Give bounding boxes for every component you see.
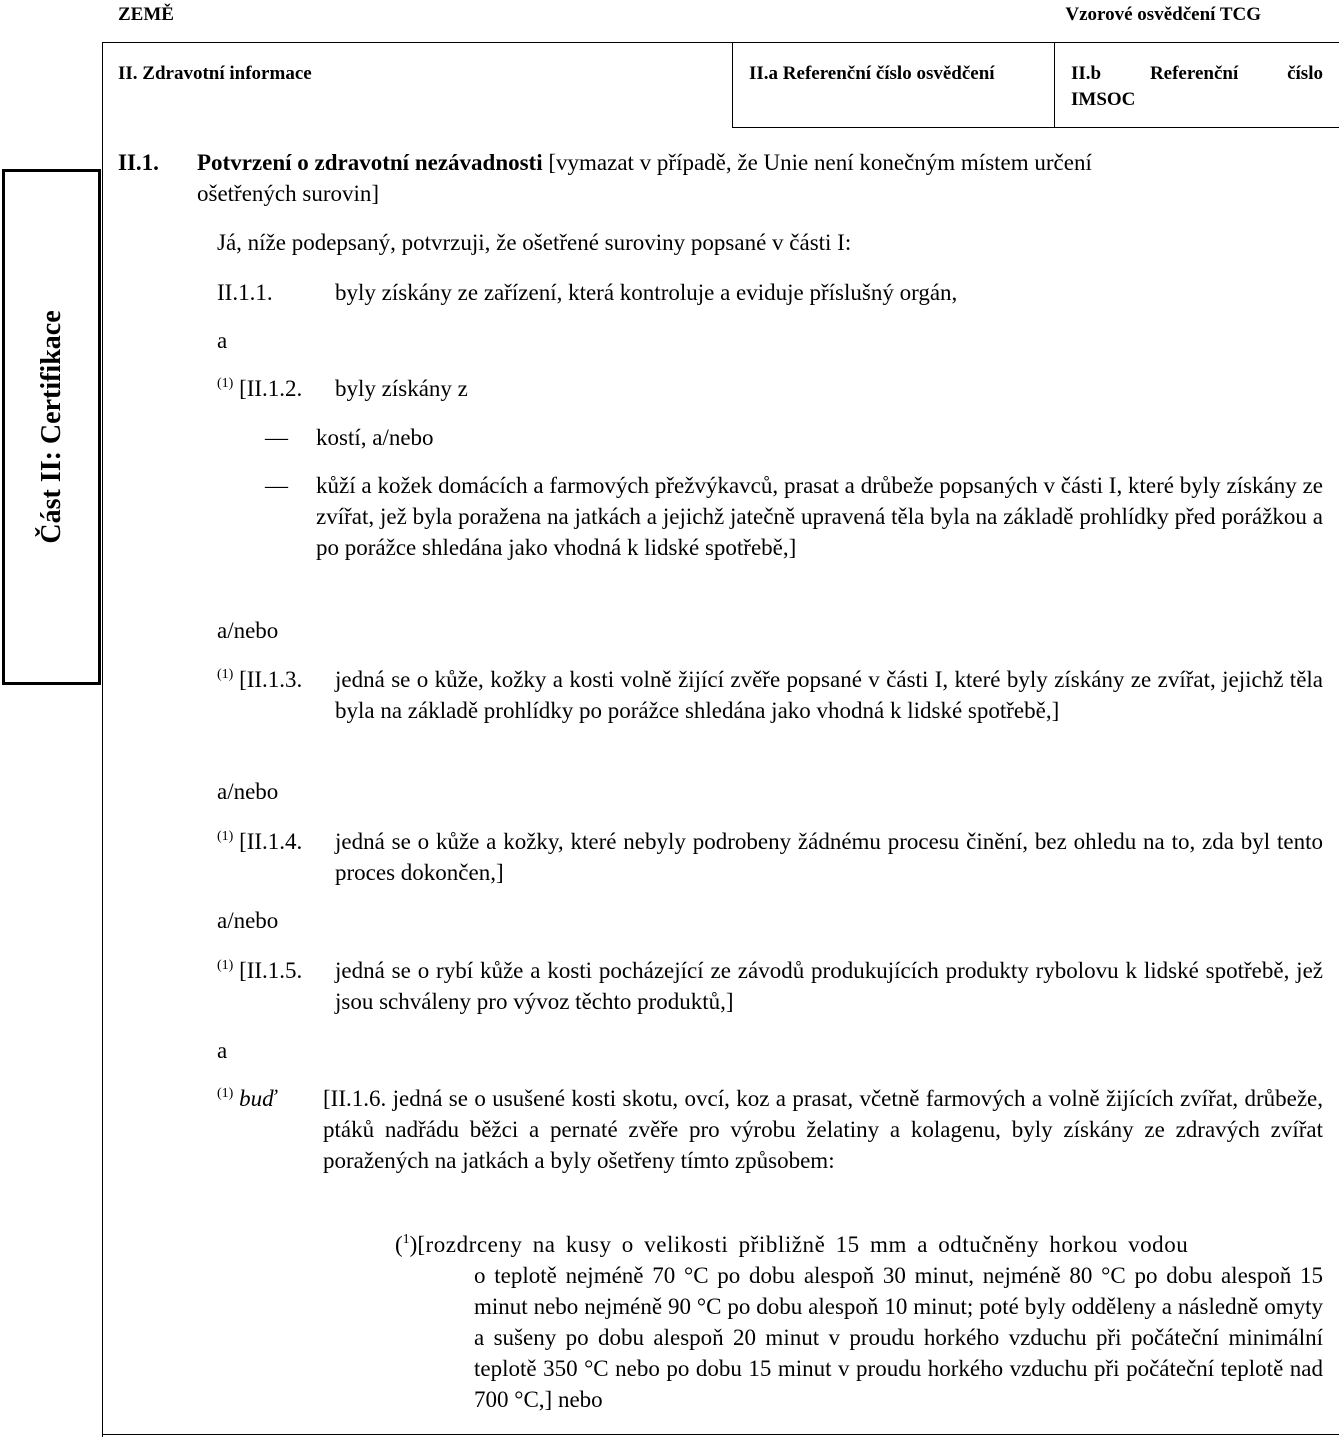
footnote-mark: (1) bbox=[217, 829, 234, 844]
item-2-number: [II.1.2. bbox=[239, 376, 303, 401]
certification-side-box bbox=[2, 169, 101, 685]
footnote-mark: (1) bbox=[217, 376, 234, 391]
item-6-label bbox=[217, 1083, 276, 1114]
section-title-note: [vymazat v případě, že Unie není konečným místem určení bbox=[542, 150, 1092, 175]
footnote-mark: (1) bbox=[217, 958, 234, 973]
imsoc-word-1: II.b bbox=[1071, 63, 1102, 84]
conjunction-anebo-1: a/nebo bbox=[217, 618, 279, 643]
header-top-border bbox=[102, 42, 1339, 43]
item-5-number: [II.1.5. bbox=[239, 958, 303, 983]
item-3-text: jedná se o kůže, kožky a kosti volně žijící zvěře popsané v části I, které byly získány ze zvířat, jejichž těla byla na základě prohlídky po porážce shledána jako vhodná k lidské spotřebě,] bbox=[335, 667, 1323, 723]
item-4-label bbox=[217, 826, 302, 857]
header-bottom-border bbox=[732, 127, 1339, 128]
imsoc-word-3: číslo bbox=[1287, 63, 1323, 84]
footnote-mark: (1) bbox=[217, 1086, 234, 1101]
item-1-number: II.1.1. bbox=[217, 280, 273, 305]
conjunction-anebo-3: a/nebo bbox=[217, 908, 279, 933]
item-5-label bbox=[217, 955, 302, 986]
intro-statement: Já, níže podepsaný, potvrzuji, že ošetřené suroviny popsané v části I: bbox=[217, 230, 852, 255]
item-6-sub-mark-num: 1 bbox=[402, 1232, 410, 1247]
item-6-sub-text: o teplotě nejméně 70 °C po dobu alespoň 30 minut, nejméně 80 °C po dobu alespoň 15 minut nebo nejméně 90 °C po dobu alespoň 10 minut; poté byly odděleny a následně omyty a sušeny po dobu alespoň 20 minut v proudu horkého vzduchu při počáteční minimální teplotě 350 °C nebo po dobu 15 minut v proudu horkého vzduchu při počáteční teplotě nad 700 °C,] nebo bbox=[474, 1263, 1323, 1412]
item-5-text: jedná se o rybí kůže a kosti pocházející ze závodů produkujících produkty rybolovu k lidské spotřebě, jež jsou schváleny pro vývoz těchto produktů,] bbox=[335, 958, 1323, 1014]
item-6-sub-mark-open: ( bbox=[395, 1232, 403, 1257]
section-title: Potvrzení o zdravotní nezávadnosti bbox=[197, 150, 543, 175]
page-bottom-border bbox=[102, 1434, 1339, 1435]
section-number: II.1. bbox=[118, 150, 159, 175]
item-2-text: byly získány z bbox=[335, 376, 468, 401]
item-3-label bbox=[217, 664, 302, 695]
dash-1: — bbox=[265, 425, 288, 450]
item-3-number: [II.1.3. bbox=[239, 667, 303, 692]
item-2-bullet-1: kostí, a/nebo bbox=[316, 425, 434, 450]
certificate-model-label: Vzorové osvědčení TCG bbox=[1065, 4, 1261, 25]
section-title-note-line2: ošetřených surovin] bbox=[197, 181, 380, 206]
imsoc-ref-cell bbox=[1071, 63, 1323, 85]
header-divider-1 bbox=[732, 42, 733, 128]
health-info-cell: II. Zdravotní informace bbox=[118, 63, 312, 84]
left-border bbox=[102, 42, 103, 1437]
footnote-mark: (1) bbox=[217, 667, 234, 682]
section-title-line1 bbox=[197, 147, 1323, 178]
imsoc-ref-line2: IMSOC bbox=[1071, 89, 1136, 110]
certification-side-label: Část II: Certifikace bbox=[35, 310, 67, 544]
item-2-bullet-2: kůží a kožek domácích a farmových přežvýkavců, prasat a drůbeže popsaných v části I, které byly získány ze zvířat, jež byla poražena na jatkách a jejichž jatečně upravená těla byla na základě prohlídky před porážkou a po porážce shledána jako vhodná k lidské spotřebě,] bbox=[316, 473, 1323, 560]
item-6-sub-first-line bbox=[395, 1229, 1188, 1260]
dash-2: — bbox=[265, 473, 288, 498]
conjunction-a-1: a bbox=[217, 328, 228, 353]
conjunction-a-2: a bbox=[217, 1038, 228, 1063]
item-6-sub-first-text: [rozdrceny na kusy o velikosti přibližně 15 mm a odtučněny horkou vodou bbox=[417, 1232, 1189, 1257]
country-label: ZEMĚ bbox=[118, 4, 174, 25]
imsoc-word-2: Referenční bbox=[1149, 63, 1239, 84]
item-6-text: [II.1.6. jedná se o usušené kosti skotu, ovcí, koz a prasat, včetně farmových a volně žijících zvířat, drůbeže, ptáků nadřádu běžci a pernaté zvěře pro výrobu želatiny a kolagenu, byly získány ze zdravých zvířat poražených na jatkách a byly ošetřeny tímto způsobem: bbox=[323, 1086, 1323, 1173]
item-6-sub-mark-close: ) bbox=[409, 1232, 418, 1257]
item-4-number: [II.1.4. bbox=[239, 829, 303, 854]
header-divider-2 bbox=[1054, 42, 1055, 128]
item-4-text: jedná se o kůže a kožky, které nebyly podrobeny žádnému procesu činění, bez ohledu na to, zda byl tento proces dokončen,] bbox=[335, 829, 1323, 885]
conjunction-anebo-2: a/nebo bbox=[217, 779, 279, 804]
item-6-either: buď bbox=[239, 1086, 277, 1111]
item-2-label bbox=[217, 373, 302, 404]
item-1-text: byly získány ze zařízení, která kontroluje a eviduje příslušný orgán, bbox=[335, 280, 958, 305]
certificate-ref-cell: II.a Referenční číslo osvědčení bbox=[749, 63, 995, 84]
